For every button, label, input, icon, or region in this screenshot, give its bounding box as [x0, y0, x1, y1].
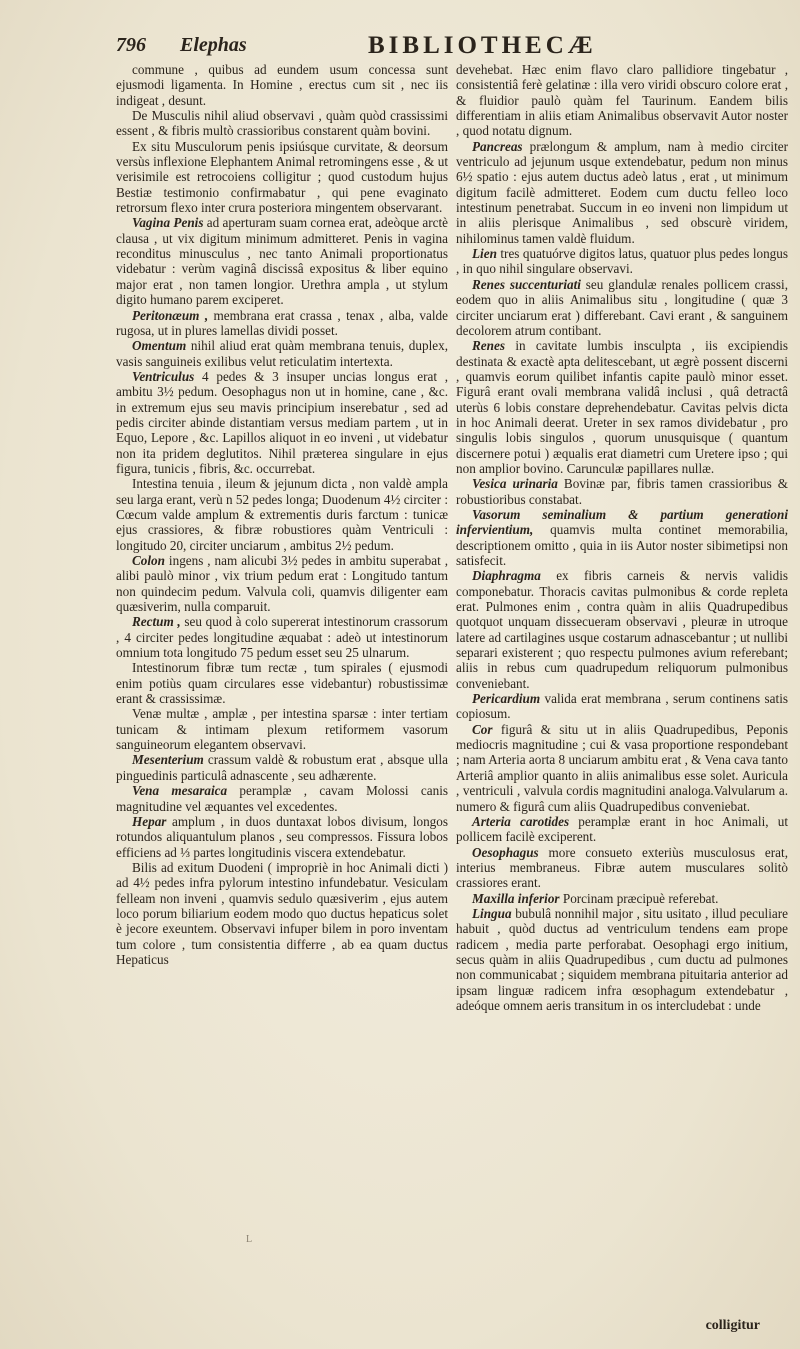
- paragraph-text: Venæ multæ , amplæ , per intestina sparsæ : inter tertiam tunicam & intimam plexum retiformem vasorum sanguineorum elegantem observavi.: [116, 706, 448, 753]
- paragraph-text: 4 pedes & 3 insuper uncias longus erat , ambitu 3½ pedum. Oesophagus non ut in homine, cane , &c. in extremum ejus seu mavis principium inserebatur , sed ad pedis circiter abinde distantiam versus mediam partem , ut in Equo, Lepore , &c. Lapillos aliquot in eo inveni , ut videbatur non ita pridem deglutitos. Nihil præterea singulare in ejus figura, tunicis , fibris, &c. occurrebat.: [116, 368, 448, 476]
- paragraph: [116, 108, 448, 139]
- paragraph-heading: Vagina Penis: [132, 215, 204, 231]
- paragraph: [116, 338, 448, 369]
- paragraph: [456, 906, 788, 1013]
- paragraph-text: quamvis multa continet memorabilia, descriptionem omitto , quia in iis Autor noster sibimetipsi non satisfecit.: [456, 522, 788, 568]
- paragraph-heading: Colon: [132, 553, 165, 568]
- paragraph-text: figurâ & situ ut in aliis Quadrupedibus, Peponis mediocris magnitudine ; cui & vasa proportione respondebant ; nam Arteria aorta 8 unciarum ambitu erat , & Vena cava tanto Arteriâ amplior quanto in aliis animalibus esse solet. Auricula , ventriculi , valvula cordis magnitudini analoga.Valvularum a. numero & figurâ cum aliis Quadrupedibus conveniebat.: [456, 721, 788, 814]
- paragraph: [116, 553, 448, 614]
- paragraph-text: ex fibris carneis & nervis validis componebatur. Thoracis cavitas pulmonibus & corde repleta erat. Pulmones enim , contra quàm in aliis Quadrupedibus quotquot unquam dissecueram observavi , pleuræ in utroque latere ad cartilagines usque costarum adnascebantur ; ut nullibi separari existerent ; quo respectu pulmones avium referebant; aliis in rebus cum quadrupedum reliquorum pulmonibus conveniebant.: [456, 568, 788, 691]
- paragraph-heading: Pericardium: [472, 691, 541, 707]
- paragraph-heading: Arteria carotides: [472, 813, 570, 829]
- paragraph-text: seu glandulæ renales pollicem crassi, eodem quo in aliis Animalibus situ , longitudine ( quæ 3 circiter unciarum erat ) differebant. Cavi erant , & sanguinem decolorem atrum contibant.: [456, 276, 788, 338]
- paragraph-heading: Rectum ,: [132, 614, 181, 630]
- paragraph: [456, 845, 788, 891]
- paragraph-text: Bilis ad exitum Duodeni ( impropriè in hoc Animali dicti ) ad 4½ pedes infra pylorum intestino infundebatur. Vesiculam felleam non inveni , quamvis sedulo quæsiverim , ejus autem loco porum biliarium eodem modo quo ductus hepaticus solet è jecore exeuntem. Observavi infuper bilem in poro inventam tum colore , tum consistentia differre , ab ea quam ductus Hepaticus: [116, 859, 448, 967]
- paragraph-text: in cavitate lumbis insculpta , iis excipiendis destinata & exactè apta delitescebant, ut ægrè possent discerni , quamvis eorum quilibet infantis capite paulò minor esset. Figurâ erant ovali membrana validâ inclusi , quâ detractâ uterùs 6 lobis constare deprehendebatur. Cavitas pelvis dicta in hoc Animali deerat. Ureter in sex ramos dividebatur , pro singulis lobis singulos , quorum unusquisque ( quantum discernere potui ) æqualis erat diametri cum Uretere ipso ; qui non amplior bovino. Carunculæ papillares nullæ.: [456, 338, 788, 476]
- paragraph: [456, 277, 788, 338]
- paragraph-heading: Vena mesaraica: [132, 783, 228, 799]
- paragraph-text: Ex situ Musculorum penis ipsiúsque curvitate, & deorsum versùs inflexione Elephantem Animal retromingens esse , & ut verisimile est retrocoiens colligitur ; quod custodum hujus Bestiæ testimonio confirmabatur , qui pene evaginato retrorsum flexo inter crura posteriora mingentem observarant.: [116, 138, 448, 216]
- paragraph-heading: Hepar: [132, 813, 167, 829]
- paragraph-heading: Ventriculus: [132, 368, 195, 384]
- paragraph-text: seu quod à colo supererat intestinorum crassorum , 4 circiter pedes longitudine æquabat : adeò ut intestinorum omnium tota longitudo 75 pedum esset seu 25 ulnarum.: [116, 614, 449, 661]
- page-header: [116, 30, 776, 62]
- page-title: BIBLIOTHECÆ: [368, 32, 597, 59]
- paragraph: [456, 139, 788, 246]
- paragraph-text: Intestina tenuia , ileum & jejunum dicta , non valdè ampla seu larga erant, verù n 52 pedes longa; Duodenum 4½ circiter : Cœcum valde amplum & extrementis duris farctum : tunicæ ejus crassiores, & fibræ robustiores quàm Ventriculi : longitudo 20, circiter unciarum , ambitus 2½ pedum.: [116, 476, 448, 553]
- paragraph: [456, 507, 788, 568]
- paragraph-text: more consueto exteriùs musculosus erat, interius membraneus. Fibræ autem musculares solitò crassiores erant.: [456, 844, 788, 891]
- paragraph-text: peramplæ erant in hoc Animali, ut pollicem facilè exciperent.: [456, 813, 788, 845]
- paragraph: [456, 62, 788, 139]
- paragraph: [116, 783, 448, 814]
- paragraph: [456, 814, 788, 845]
- paragraph-text: prælongum & amplum, nam à medio circiter ventriculo ad jejunum usque extendebatur, pedum non minus 6½ spatio : ejus autem ductus adeò latus , erat , ut minimum digitum facilè admitteret. Eodem cum ductu felleo loco intestinum penetrabat. Succum in eo inveni non limpidum ut in aliis plerisque Animalibus , sed obscurè viridem, nihilominus tamen valdè fluidum.: [456, 138, 788, 246]
- paragraph-text: ingens , nam alicubi 3½ pedes in ambitu superabat , alibi paulò minor , vix trium pedum erat : Longitudo tantum non quindecim pedum. Valvula coli, quamvis diligenter eam quæsiverim, nulla comparuit.: [116, 553, 448, 615]
- paragraph-heading: Maxilla inferior: [472, 890, 560, 906]
- paragraph-text: commune , quibus ad eundem usum concessa sunt ejusmodi ligamenta. In Homine , erectus cum sit , nec iis indigeat , desunt.: [116, 62, 448, 108]
- paragraph-text: devehebat. Hæc enim flavo claro pallidiore tingebatur , consistentiâ ferè gelatinæ : illa vero viridi obscuro colore erat , & fluidior paulò quàm fel Taurinum. Eandem bilis differentiam in aliis etiam Animalibus observavit Autor noster , quod notatu dignum.: [456, 62, 788, 139]
- page-mark: L: [246, 1234, 253, 1245]
- paragraph: [116, 860, 448, 967]
- paragraph-text: Porcinam præcipuè referebat.: [559, 890, 719, 906]
- right-column: [456, 62, 788, 1013]
- paragraph: [116, 215, 448, 307]
- paragraph-heading: Lien: [472, 246, 497, 262]
- paragraph-heading: Oesophagus: [472, 844, 539, 860]
- paragraph-text: peramplæ , cavam Molossi canis magnitudine vel æquantes vel excedentes.: [116, 783, 448, 814]
- paragraph-heading: Omentum: [132, 338, 187, 354]
- catchword: colligitur: [705, 1318, 760, 1333]
- paragraph-text: Bovinæ par, fibris tamen crassioribus & robustioribus constabat.: [456, 476, 788, 507]
- paragraph-heading: Lingua: [472, 905, 512, 921]
- paragraph-text: crassum valdè & robustum erat , absque ulla pinguedinis particulâ adnascente , seu adhærente.: [116, 752, 448, 783]
- paragraph: [116, 752, 448, 783]
- paragraph-text: De Musculis nihil aliud observavi , quàm quòd crassissimi essent , & fibris multò crassioribus constarent quàm bovini.: [116, 108, 448, 139]
- paragraph: [116, 476, 448, 553]
- left-column: [116, 62, 448, 967]
- paragraph: [456, 246, 788, 277]
- paragraph-heading: Renes succenturiati: [472, 276, 581, 292]
- paragraph-text: valida erat membrana , serum continens satis copiosum.: [456, 691, 788, 722]
- paragraph-heading: Pancreas: [472, 138, 523, 154]
- paragraph-text: bubulâ nonnihil major , situ usitato , illud peculiare habuit , quòd ductus ad ventriculum tendens eam prope radicem , media parte perforabat. Oesophagi ergo initium, secus quàm in aliis Quadrupedibus , cum ductu ad pulmones non communicabat ; siquidem membrana pituitaria anterior ad ipsam linguæ radicem infra œsophagum extendebatur , adeóque omnem aeris transitum in os intercludebat : unde: [456, 905, 788, 1013]
- paragraph-heading: Peritonæum ,: [132, 307, 209, 323]
- paragraph: [116, 614, 448, 660]
- page-number: 796: [116, 34, 146, 56]
- paragraph: [456, 891, 788, 906]
- paragraph-heading: Mesenterium: [132, 752, 204, 768]
- paragraph-text: membrana erat crassa , tenax , alba, valde rugosa, ut in plures lamellas dividi posset.: [116, 307, 448, 338]
- paragraph-heading: Cor: [472, 721, 493, 737]
- paragraph: [116, 706, 448, 752]
- paragraph: [456, 691, 788, 722]
- paragraph: [116, 139, 448, 216]
- paragraph-text: tres quatuórve digitos latus, quatuor plus pedes longus , in quo nihil singulare observavi.: [456, 246, 788, 277]
- paragraph-text: Intestinorum fibræ tum rectæ , tum spirales ( ejusmodi enim potiùs quam circulares esse videbantur) robustissimæ erant & crassissimæ.: [116, 660, 448, 707]
- paragraph-text: amplum , in duos duntaxat lobos divisum, longos rotundos aliquantulum planos , seu compressos. Fissura lobos efficiens ad ⅓ partes longitudinis viscera extendebatur.: [116, 813, 448, 860]
- paragraph: [116, 369, 448, 476]
- paragraph: [456, 338, 788, 476]
- paragraph-heading: Renes: [472, 338, 505, 354]
- paragraph: [116, 308, 448, 339]
- paragraph-text: ad aperturam suam cornea erat, adeòque arctè clausa , ut vix digitum minimum admitteret. Penis in vagina reconditus minusculus , nec tanto Animali proportionatus videbatur : verùm vaginâ discissâ expositus & liber equino major erat , non tamen longior. Urethra ampla , ut stylum digito humano parem exciperet.: [116, 215, 449, 308]
- paragraph-heading: Diaphragma: [472, 568, 541, 584]
- paragraph-heading: Vasorum seminalium & partium generationi infervientium,: [456, 506, 788, 538]
- paragraph: [456, 476, 788, 507]
- paragraph: [116, 62, 448, 108]
- paragraph-heading: Vesica urinaria: [472, 476, 558, 492]
- paragraph: [456, 568, 788, 691]
- running-head: Elephas: [180, 34, 247, 56]
- paragraph-text: nihil aliud erat quàm membrana tenuis, duplex, vasis sanguineis exilibus velut reticulatim intertexta.: [116, 338, 448, 369]
- paragraph: [456, 722, 788, 814]
- paragraph: [116, 814, 448, 860]
- paragraph: [116, 660, 448, 706]
